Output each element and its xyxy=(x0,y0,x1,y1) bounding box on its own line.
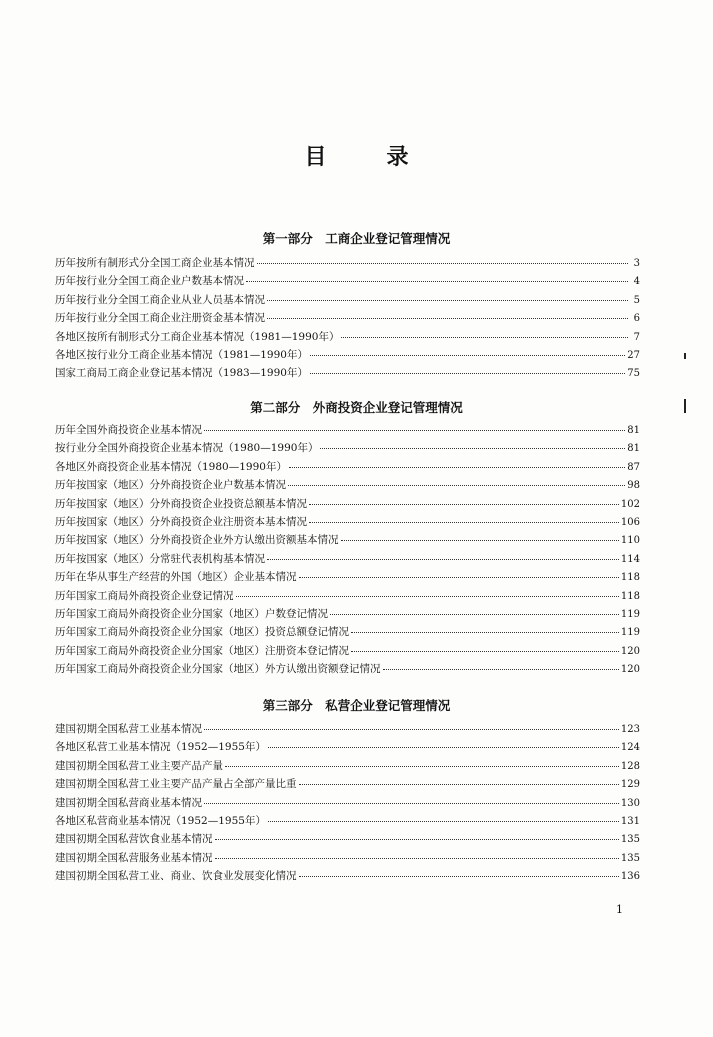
toc-entry[interactable] xyxy=(55,532,640,550)
entry-page-number: 135 xyxy=(620,834,640,846)
toc-entry[interactable] xyxy=(55,643,640,661)
dot-leader xyxy=(288,485,625,486)
toc-entry[interactable] xyxy=(55,739,640,757)
entry-page-number: 114 xyxy=(620,553,640,565)
toc-entry[interactable] xyxy=(55,606,640,624)
entry-title: 建国初期全国私营服务业基本情况 xyxy=(55,851,213,864)
page-title-char-1: 目 xyxy=(304,144,327,170)
dot-leader xyxy=(204,729,619,730)
toc-entry[interactable] xyxy=(55,758,640,776)
toc-entry[interactable] xyxy=(55,588,640,606)
entry-title: 按行业分全国外商投资企业基本情况（1980—1990年） xyxy=(55,442,319,455)
entry-title: 历年国家工商局外商投资企业分国家（地区）注册资本登记情况 xyxy=(55,644,349,657)
dot-leader xyxy=(299,876,619,877)
entry-title: 历年在华从事生产经营的外国（地区）企业基本情况 xyxy=(55,571,297,584)
toc-entry[interactable] xyxy=(55,831,640,849)
dot-leader xyxy=(204,430,625,431)
margin-scan-mark xyxy=(684,399,686,413)
entry-page-number: 98 xyxy=(627,480,640,492)
entry-page-number: 135 xyxy=(620,852,640,864)
entry-title: 历年国家工商局外商投资企业登记情况 xyxy=(55,589,234,602)
toc-entry[interactable] xyxy=(55,255,640,273)
entry-page-number: 87 xyxy=(627,461,640,473)
toc-entry[interactable] xyxy=(55,496,640,514)
entry-title: 历年按国家（地区）分常驻代表机构基本情况 xyxy=(55,552,265,565)
toc-entry[interactable] xyxy=(55,661,640,679)
dot-leader xyxy=(299,784,619,785)
entry-title: 历年按国家（地区）分外商投资企业注册资本基本情况 xyxy=(55,515,307,528)
section-3-list xyxy=(55,721,640,887)
entry-page-number: 75 xyxy=(627,368,640,380)
entry-page-number: 120 xyxy=(620,645,640,657)
dot-leader xyxy=(383,669,619,670)
section-2-heading: 第二部分 外商投资企业登记管理情况 xyxy=(250,400,463,415)
entry-title: 历年按所有制形式分全国工商企业基本情况 xyxy=(55,257,255,269)
dot-leader xyxy=(257,263,629,264)
entry-title: 建国初期全国私营饮食业基本情况 xyxy=(55,833,213,846)
entry-page-number: 81 xyxy=(627,443,640,455)
toc-entry[interactable] xyxy=(55,459,640,477)
entry-title: 国家工商局工商企业登记基本情况（1983—1990年） xyxy=(55,367,308,380)
dot-leader xyxy=(215,858,619,859)
dot-leader xyxy=(267,300,628,301)
entry-title: 各地区按所有制形式分工商企业基本情况（1981—1990年） xyxy=(55,330,340,343)
entry-page-number: 123 xyxy=(620,724,640,735)
toc-entry[interactable] xyxy=(55,292,640,310)
entry-page-number: 131 xyxy=(620,815,640,827)
dot-leader xyxy=(320,448,625,449)
entry-page-number: 106 xyxy=(620,516,640,528)
entry-page-number: 110 xyxy=(620,535,640,547)
dot-leader xyxy=(299,577,619,578)
toc-entry[interactable] xyxy=(55,551,640,569)
section-1-heading: 第一部分 工商企业登记管理情况 xyxy=(262,231,451,246)
section-2-list xyxy=(55,422,640,679)
entry-title: 建国初期全国私营工业主要产品产量占全部产量比重 xyxy=(55,778,297,791)
entry-page-number: 27 xyxy=(627,349,640,361)
toc-entry[interactable] xyxy=(55,514,640,532)
dot-leader xyxy=(267,318,628,319)
entry-page-number: 5 xyxy=(633,294,640,306)
toc-entry[interactable] xyxy=(55,347,640,365)
entry-title: 历年按行业分全国工商企业户数基本情况 xyxy=(55,275,244,288)
entry-page-number: 128 xyxy=(620,760,640,772)
dot-leader xyxy=(289,467,625,468)
dot-leader xyxy=(236,596,619,597)
toc-entry[interactable] xyxy=(55,477,640,495)
dot-leader xyxy=(341,337,628,338)
entry-page-number: 119 xyxy=(620,608,640,620)
section-1-list xyxy=(55,255,640,384)
entry-title: 建国初期全国私营工业主要产品产量 xyxy=(55,759,223,772)
entry-page-number: 118 xyxy=(620,590,640,602)
entry-title: 历年按行业分全国工商企业从业人员基本情况 xyxy=(55,293,265,306)
entry-title: 历年按国家（地区）分外商投资企业户数基本情况 xyxy=(55,479,286,492)
section-3-heading: 第三部分 私营企业登记管理情况 xyxy=(262,698,451,713)
dot-leader xyxy=(268,747,619,748)
toc-entry[interactable] xyxy=(55,721,640,739)
toc-entry[interactable] xyxy=(55,329,640,347)
toc-entry[interactable] xyxy=(55,273,640,291)
toc-entry[interactable] xyxy=(55,795,640,813)
toc-entry[interactable] xyxy=(55,365,640,383)
entry-page-number: 130 xyxy=(620,797,640,809)
entry-page-number: 3 xyxy=(633,258,640,269)
entry-title: 各地区外商投资企业基本情况（1980—1990年） xyxy=(55,460,287,473)
entry-page-number: 118 xyxy=(620,572,640,584)
entry-title: 历年国家工商局外商投资企业分国家（地区）户数登记情况 xyxy=(55,607,328,620)
toc-entry[interactable] xyxy=(55,776,640,794)
entry-page-number: 6 xyxy=(633,313,640,325)
dot-leader xyxy=(351,632,619,633)
toc-entry[interactable] xyxy=(55,813,640,831)
dot-leader xyxy=(215,839,619,840)
dot-leader xyxy=(225,766,619,767)
entry-title: 历年国家工商局外商投资企业分国家（地区）外方认缴出资额登记情况 xyxy=(55,663,381,676)
dot-leader xyxy=(341,540,619,541)
dot-leader xyxy=(309,522,619,523)
entry-title: 建国初期全国私营工业、商业、饮食业发展变化情况 xyxy=(55,870,297,883)
page-title xyxy=(0,140,713,171)
entry-page-number: 81 xyxy=(627,425,640,436)
entry-title: 历年按行业分全国工商企业注册资金基本情况 xyxy=(55,312,265,325)
dot-leader xyxy=(204,803,619,804)
entry-title: 历年全国外商投资企业基本情况 xyxy=(55,424,202,436)
entry-page-number: 102 xyxy=(620,498,640,510)
entry-page-number: 7 xyxy=(633,331,640,343)
dot-leader xyxy=(267,559,619,560)
toc-entry[interactable] xyxy=(55,310,640,328)
entry-title: 历年国家工商局外商投资企业分国家（地区）投资总额登记情况 xyxy=(55,626,349,639)
dot-leader xyxy=(268,821,619,822)
dot-leader xyxy=(351,651,619,652)
entry-page-number: 124 xyxy=(620,742,640,754)
dot-leader xyxy=(309,504,619,505)
entry-title: 各地区私营工业基本情况（1952—1955年） xyxy=(55,741,266,754)
entry-page-number: 119 xyxy=(620,627,640,639)
entry-page-number: 129 xyxy=(620,779,640,791)
dot-leader xyxy=(310,373,625,374)
entry-page-number: 4 xyxy=(633,276,640,288)
dot-leader xyxy=(330,614,619,615)
toc-entry[interactable] xyxy=(55,868,640,886)
dot-leader xyxy=(246,281,628,282)
toc-entry[interactable] xyxy=(55,569,640,587)
toc-entry[interactable] xyxy=(55,422,640,440)
toc-entry[interactable] xyxy=(55,624,640,642)
page-title-char-2: 录 xyxy=(386,144,409,170)
entry-page-number: 136 xyxy=(620,871,640,883)
entry-title: 建国初期全国私营商业基本情况 xyxy=(55,796,202,809)
entry-title: 历年按国家（地区）分外商投资企业投资总额基本情况 xyxy=(55,497,307,510)
margin-scan-mark xyxy=(684,353,686,359)
entry-title: 历年按国家（地区）分外商投资企业外方认缴出资额基本情况 xyxy=(55,534,339,547)
entry-title: 各地区按行业分工商企业基本情况（1981—1990年） xyxy=(55,348,308,361)
toc-entry[interactable] xyxy=(55,440,640,458)
entry-page-number: 120 xyxy=(620,664,640,676)
entry-title: 各地区私营商业基本情况（1952—1955年） xyxy=(55,814,266,827)
toc-entry[interactable] xyxy=(55,850,640,868)
page-number: 1 xyxy=(616,903,623,916)
dot-leader xyxy=(310,355,625,356)
entry-title: 建国初期全国私营工业基本情况 xyxy=(55,723,202,735)
